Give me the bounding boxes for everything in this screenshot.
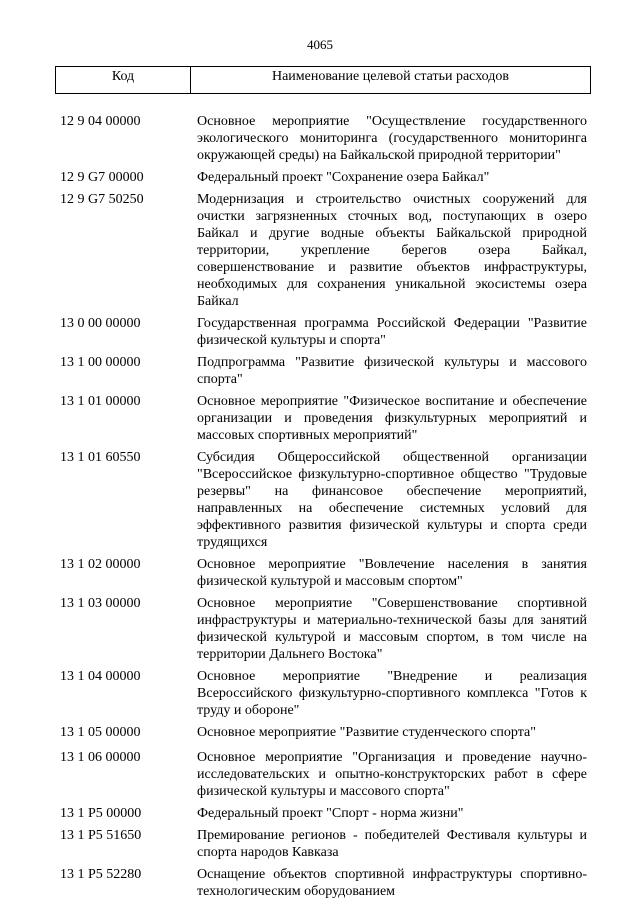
row-code: 12 9 04 00000: [60, 114, 141, 129]
row-name: Основное мероприятие "Организация и проведение научно-исследовательских и опытно-конструкторских работ в сфере физической культуры и массового спорта": [197, 750, 587, 799]
row-code: 12 9 G7 50250: [60, 192, 144, 207]
row-name: Основное мероприятие "Физическое воспитание и обеспечение организации и проведения физкультурных мероприятий и массовых спортивных мероприятий": [197, 394, 587, 443]
row-code: 13 1 03 00000: [60, 596, 141, 611]
row-code: 13 1 01 00000: [60, 394, 141, 409]
header-name-column: Наименование целевой статьи расходов: [271, 69, 510, 84]
row-name: Основное мероприятие "Осуществление государственного экологического мониторинга (государственного мониторинга окружающей среды) на Байкальской природной территории": [197, 114, 587, 163]
table-row: [0, 827, 640, 861]
row-code: 13 1 01 60550: [60, 450, 141, 465]
row-code: 13 1 00 00000: [60, 355, 141, 370]
row-code: 13 1 04 00000: [60, 669, 141, 684]
row-name: Оснащение объектов спортивной инфраструктуры спортивно-технологическим оборудованием: [197, 867, 587, 899]
table-row: [0, 866, 640, 900]
row-code: 13 0 00 00000: [60, 316, 141, 331]
header-code-column: Код: [56, 67, 191, 93]
row-name: Подпрограмма "Развитие физической культуры и массового спорта": [197, 355, 587, 387]
table-row: [0, 805, 640, 822]
row-code: 13 1 06 00000: [60, 750, 141, 765]
row-code: 13 1 05 00000: [60, 725, 141, 740]
row-name: Федеральный проект "Спорт - норма жизни": [197, 806, 464, 821]
table-body: [0, 113, 640, 905]
row-name: Модернизация и строительство очистных сооружений для очистки загрязненных сточных вод, поступающих в озеро Байкал и другие водные объекты Байкальской природной территории, укрепление берегов озера Байкал, совершенствование и развитие объектов инфраструктуры, необходимых для сохранения уникальной экосистемы озера Байкал: [197, 192, 587, 309]
table-row: [0, 113, 640, 164]
row-code: 13 1 P5 51650: [60, 828, 142, 843]
table-row: [0, 354, 640, 388]
row-name: Государственная программа Российской Федерации "Развитие физической культуры и спорта": [197, 316, 587, 348]
row-code: 13 1 P5 00000: [60, 806, 142, 821]
page-number: 4065: [307, 37, 333, 52]
row-name: Премирование регионов - победителей Фестиваля культуры и спорта народов Кавказа: [197, 828, 587, 860]
row-name: Основное мероприятие "Внедрение и реализация Всероссийского физкультурно-спортивного комплекса "Готов к труду и обороне": [197, 669, 587, 718]
table-row: [0, 595, 640, 663]
row-name: Субсидия Общероссийской общественной организации "Всероссийское физкультурно-спортивное общество "Трудовые резервы" на финансовое обеспечение мероприятий, направленных на обеспечение системных условий для эффективного развития физической культуры и спорта среди трудящихся: [197, 450, 587, 550]
table-row: [0, 169, 640, 186]
row-code: 13 1 02 00000: [60, 557, 141, 572]
row-code: 12 9 G7 00000: [60, 170, 144, 185]
table-row: [0, 556, 640, 590]
table-row: [0, 191, 640, 310]
table-row: [0, 315, 640, 349]
table-header: [55, 66, 591, 94]
row-name: Основное мероприятие "Вовлечение населения в занятия физической культурой и массовым спортом": [197, 557, 587, 589]
table-row: [0, 668, 640, 719]
table-row: [0, 724, 640, 741]
row-name: Основное мероприятие "Совершенствование спортивной инфраструктуры и материально-технической базы для занятий физической культурой и массовым спортом, в том числе на территории Дальнего Востока": [197, 596, 587, 662]
row-name: Федеральный проект "Сохранение озера Байкал": [197, 170, 490, 185]
table-row: [0, 449, 640, 551]
row-code: 13 1 P5 52280: [60, 867, 142, 882]
row-name: Основное мероприятие "Развитие студенческого спорта": [197, 725, 536, 740]
table-row: [0, 749, 640, 800]
table-row: [0, 393, 640, 444]
